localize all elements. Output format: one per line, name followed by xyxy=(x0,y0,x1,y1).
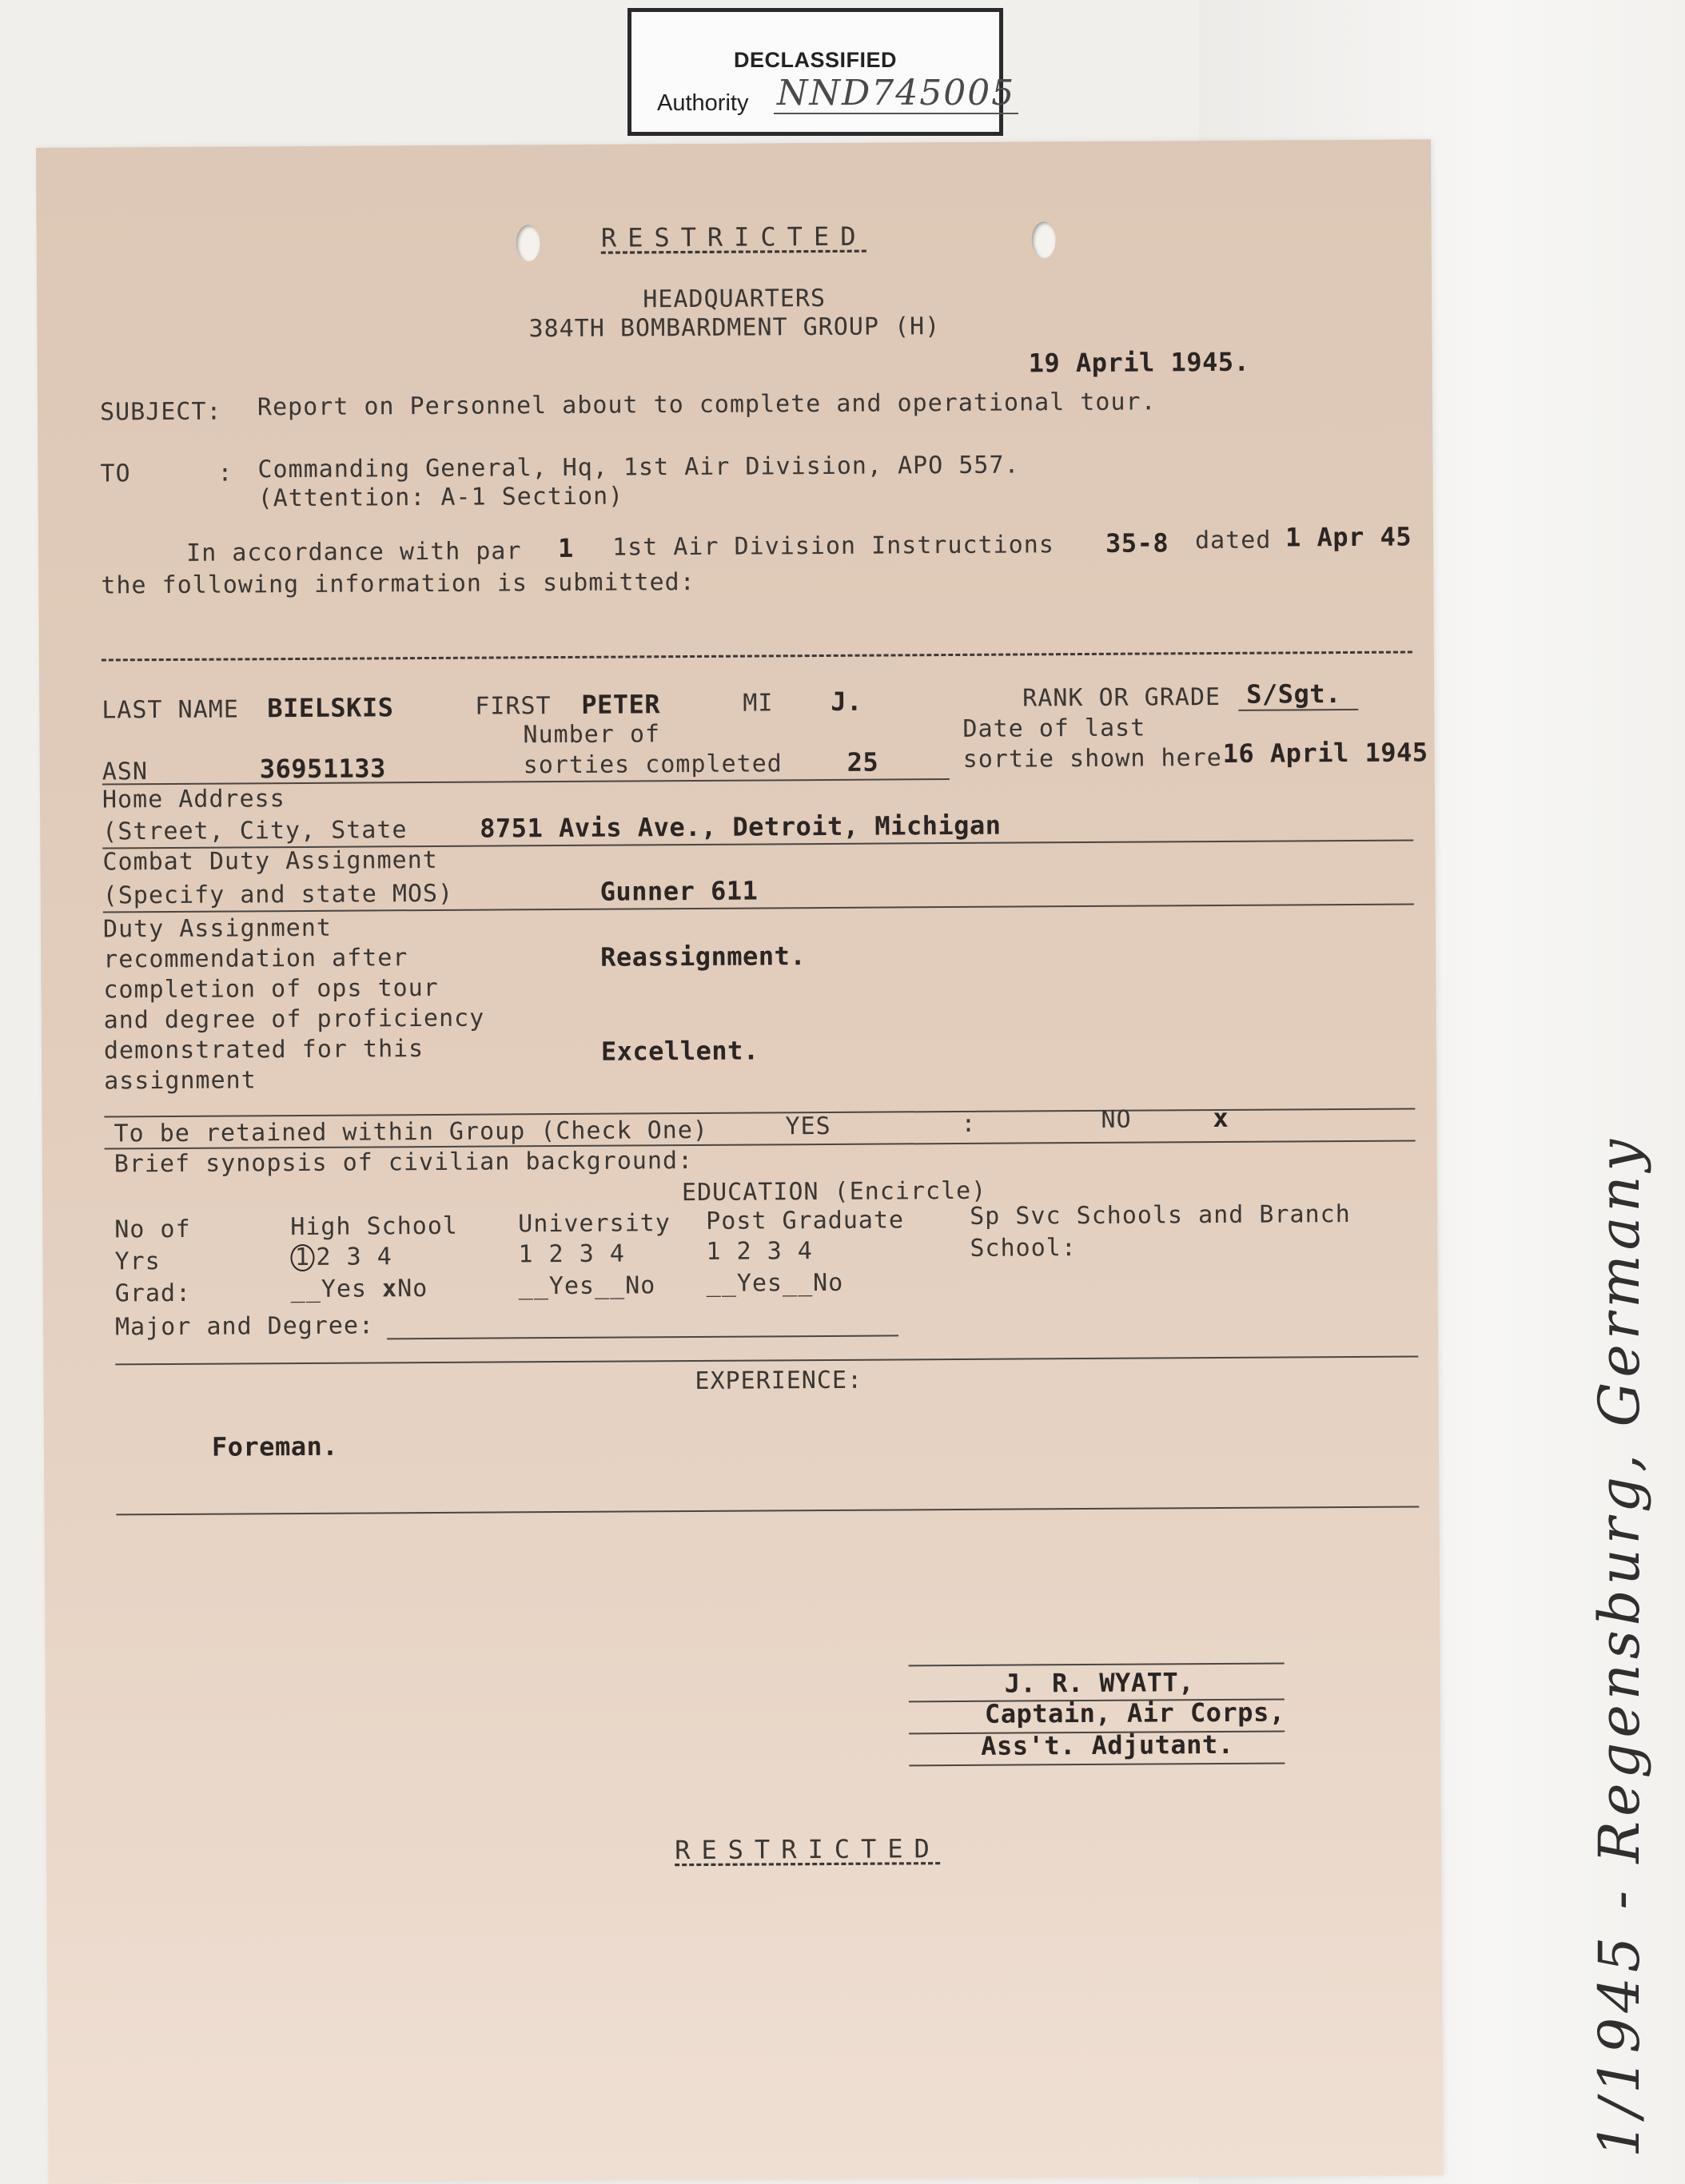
rank-value: S/Sgt. xyxy=(1246,678,1341,710)
instruction-date: 1 Apr 45 xyxy=(1285,521,1412,553)
paragraph-number: 1 xyxy=(557,532,574,564)
intro-text-part1: In accordance with par xyxy=(185,537,522,567)
experience-value: Foreman. xyxy=(211,1430,339,1462)
post-graduate-label: Post Graduate xyxy=(706,1206,905,1235)
asn-label: ASN xyxy=(102,758,149,786)
combat-duty-label-line1: Combat Duty Assignment xyxy=(102,845,438,877)
to-colon: : xyxy=(217,459,233,487)
subject-label: SUBJECT: xyxy=(99,397,222,427)
stamp-title: DECLASSIFIED xyxy=(733,48,898,72)
duty-recommendation-label-line4: and degree of proficiency xyxy=(103,1004,485,1035)
university-grad: __Yes__No xyxy=(518,1271,656,1301)
post-graduate-grad: __Yes__No xyxy=(706,1268,844,1298)
unit-name: 384TH BOMBARDMENT GROUP (H) xyxy=(528,312,941,344)
experience-bottom-rule xyxy=(116,1506,1419,1515)
duty-recommendation-label-line5: demonstrated for this xyxy=(103,1035,424,1065)
document-sheet xyxy=(36,139,1444,2184)
classification-footer: RESTRICTED xyxy=(675,1833,941,1866)
home-address-value: 8751 Avis Ave., Detroit, Michigan xyxy=(480,810,1002,844)
classification-header: RESTRICTED xyxy=(600,221,867,253)
retain-no-mark: x xyxy=(1213,1102,1229,1134)
signatory-title: Ass't. Adjutant. xyxy=(981,1729,1234,1761)
high-school-years xyxy=(290,1243,392,1271)
to-label: TO xyxy=(100,459,131,488)
duty-recommendation-label-line2: recommendation after xyxy=(103,944,408,974)
declassified-stamp xyxy=(627,8,1016,136)
asn-value: 36951133 xyxy=(259,753,386,785)
duty-recommendation-label-line3: completion of ops tour xyxy=(103,973,439,1004)
university-years: 1 2 3 4 xyxy=(518,1239,626,1269)
handwritten-margin-note: 1/1945 - Regensburg, Germany xyxy=(1587,1134,1652,2158)
instruction-number: 35-8 xyxy=(1105,527,1169,559)
major-degree-label: Major and Degree: xyxy=(114,1311,375,1342)
retain-no-label: NO xyxy=(1101,1105,1132,1134)
retain-yes-mark: : xyxy=(961,1109,977,1138)
special-schools-label-line2: School: xyxy=(970,1234,1077,1263)
major-degree-rule xyxy=(387,1335,898,1339)
sorties-label-line2: sorties completed xyxy=(523,750,783,780)
special-schools-label-line1: Sp Svc Schools and Branch xyxy=(970,1199,1351,1231)
proficiency-value: Excellent. xyxy=(600,1035,759,1067)
sorties-label-line1: Number of xyxy=(523,720,661,750)
duty-recommendation-label-line1: Duty Assignment xyxy=(102,913,333,944)
middle-initial-label: MI xyxy=(743,689,774,718)
high-school-label: High School xyxy=(290,1211,459,1242)
home-address-label-line2: (Street, City, State xyxy=(102,816,408,846)
yrs-label: Yrs xyxy=(114,1247,161,1276)
stamp-authority-label: Authority xyxy=(657,90,749,116)
sorties-value: 25 xyxy=(846,746,879,778)
post-graduate-years: 1 2 3 4 xyxy=(706,1237,813,1266)
to-attention: (Attention: A-1 Section) xyxy=(257,482,624,513)
signature-bottom-rule xyxy=(909,1762,1285,1766)
high-school-grad-no: No xyxy=(397,1275,428,1303)
first-name-label: FIRST xyxy=(475,692,552,721)
no-of-label: No of xyxy=(114,1215,191,1244)
dated-label: dated xyxy=(1194,526,1272,555)
high-school-grad-yes: __Yes xyxy=(290,1275,368,1304)
stamp-authority-value: NND745005 xyxy=(774,74,1018,114)
high-school-grad xyxy=(291,1275,428,1303)
university-label: University xyxy=(518,1209,671,1239)
last-name-label: LAST NAME xyxy=(102,695,239,725)
experience-heading: EXPERIENCE: xyxy=(695,1366,863,1395)
home-address-label-line1: Home Address xyxy=(102,785,285,814)
experience-top-rule xyxy=(115,1355,1418,1365)
signatory-name: J. R. WYATT, xyxy=(1004,1667,1195,1699)
asn-rule xyxy=(102,778,950,785)
intro-text-line2: the following information is submitted: xyxy=(101,567,695,600)
last-sortie-value: 16 April 1945 xyxy=(1222,737,1428,769)
first-name-value: PETER xyxy=(581,689,661,720)
duty-recommendation-value: Reassignment. xyxy=(600,941,807,973)
education-heading: EDUCATION (Encircle) xyxy=(681,1176,987,1207)
last-sortie-label-line1: Date of last xyxy=(962,714,1146,743)
to-addressee: Commanding General, Hq, 1st Air Division, APO 557. xyxy=(257,451,1020,484)
unit-headquarters: HEADQUARTERS xyxy=(643,284,827,314)
grad-label: Grad: xyxy=(114,1279,192,1308)
signature-top-rule xyxy=(909,1662,1285,1666)
rank-label: RANK OR GRADE xyxy=(1022,682,1221,713)
combat-duty-label-line2: (Specify and state MOS) xyxy=(102,879,454,910)
subject-text: Report on Personnel about to complete and operational tour. xyxy=(257,388,1157,422)
civilian-background-label: Brief synopsis of civilian background: xyxy=(114,1147,694,1179)
memo-date: 19 April 1945. xyxy=(1028,346,1250,379)
retain-label: To be retained within Group (Check One) xyxy=(114,1116,709,1148)
retain-yes-label: YES xyxy=(785,1112,831,1141)
last-name-value: BIELSKIS xyxy=(267,692,394,724)
middle-initial-value: J. xyxy=(831,686,862,717)
form-top-rule xyxy=(102,650,1412,661)
duty-recommendation-label-line6: assignment xyxy=(104,1066,257,1096)
high-school-grad-no-mark: x xyxy=(381,1275,398,1303)
signatory-rank: Captain, Air Corps, xyxy=(984,1697,1285,1729)
high-school-years-rest: 2 3 4 xyxy=(316,1243,392,1271)
rank-underline xyxy=(1238,709,1358,711)
high-school-years-circled: 1 xyxy=(290,1244,314,1271)
intro-text-part2: 1st Air Division Instructions xyxy=(611,531,1054,562)
combat-duty-value: Gunner 611 xyxy=(600,875,759,907)
last-sortie-label-line2: sortie shown here xyxy=(962,743,1222,774)
